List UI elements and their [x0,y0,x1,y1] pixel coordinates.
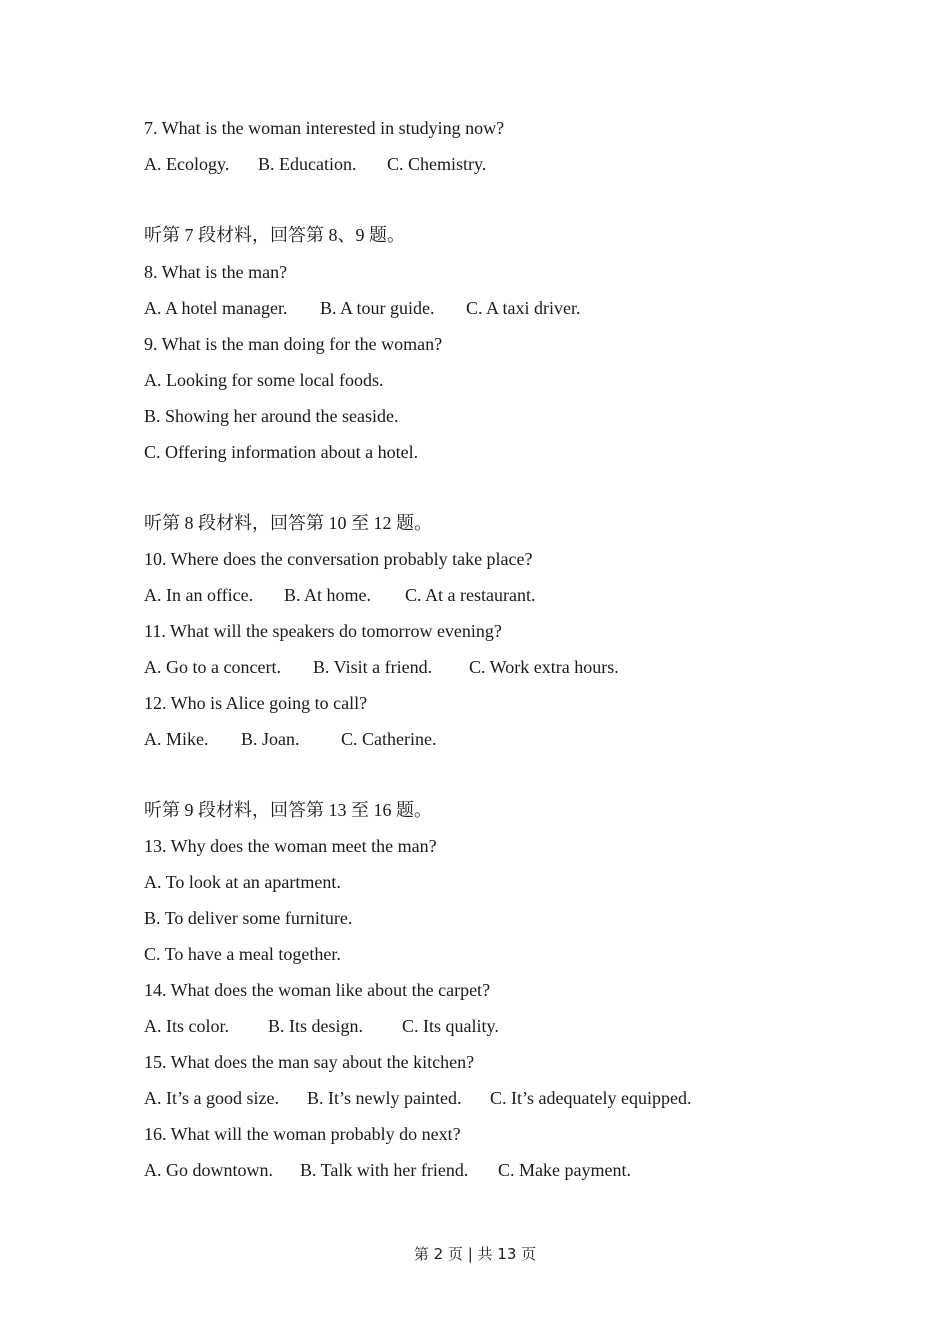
question-11-options [144,656,844,678]
question-14-options [144,1015,844,1037]
question-15-options [144,1087,844,1109]
option-c: C. Catherine. [341,729,437,749]
option-c: C. Offering information about a hotel. [144,442,419,462]
option-c: C. A taxi driver. [466,298,581,318]
section-heading-9: 听第 9 段材料，回答第 13 至 16 题。 [144,800,432,820]
question-10: 10. Where does the conversation probably take place? [144,549,533,569]
question-9: 9. What is the man doing for the woman? [144,334,443,354]
option-b: B. Its design. [268,1016,364,1036]
question-8: 8. What is the man? [144,262,288,282]
question-10-options [144,584,844,606]
option-a: A. Its color. [144,1016,229,1036]
option-a: A. A hotel manager. [144,298,288,318]
question-16-options [144,1159,844,1181]
option-b: B. Joan. [241,729,300,749]
question-12: 12. Who is Alice going to call? [144,693,368,713]
option-c: C. At a restaurant. [405,585,536,605]
option-c: C. Its quality. [402,1016,499,1036]
option-a: A. It’s a good size. [144,1088,279,1108]
option-b: B. Visit a friend. [313,657,433,677]
option-b: B. To deliver some furniture. [144,908,353,928]
option-c: C. Work extra hours. [469,657,619,677]
option-c: C. It’s adequately equipped. [490,1088,692,1108]
question-7: 7. What is the woman interested in studying now? [144,118,505,138]
question-8-options [144,297,844,319]
option-a: A. In an office. [144,585,254,605]
section-heading-7: 听第 7 段材料，回答第 8、9 题。 [144,225,405,245]
option-b: B. Education. [258,154,357,174]
option-a: A. Mike. [144,729,209,749]
page-footer: 第 2 页 | 共 13 页 [413,1245,537,1263]
option-a: A. Ecology. [144,154,230,174]
question-7-options [144,153,844,175]
question-13: 13. Why does the woman meet the man? [144,836,437,856]
option-b: B. It’s newly painted. [307,1088,462,1108]
option-c: C. To have a meal together. [144,944,341,964]
option-b: B. A tour guide. [320,298,435,318]
option-b: B. Showing her around the seaside. [144,406,399,426]
question-14: 14. What does the woman like about the carpet? [144,980,491,1000]
question-12-options [144,728,844,750]
option-b: B. At home. [284,585,372,605]
option-a: A. To look at an apartment. [144,872,341,892]
question-16: 16. What will the woman probably do next? [144,1124,461,1144]
question-11: 11. What will the speakers do tomorrow evening? [144,621,502,641]
option-a: A. Go to a concert. [144,657,281,677]
option-c: C. Make payment. [498,1160,631,1180]
option-b: B. Talk with her friend. [300,1160,469,1180]
section-heading-8: 听第 8 段材料，回答第 10 至 12 题。 [144,513,432,533]
question-15: 15. What does the man say about the kitchen? [144,1052,475,1072]
option-c: C. Chemistry. [387,154,487,174]
option-a: A. Looking for some local foods. [144,370,384,390]
option-a: A. Go downtown. [144,1160,273,1180]
